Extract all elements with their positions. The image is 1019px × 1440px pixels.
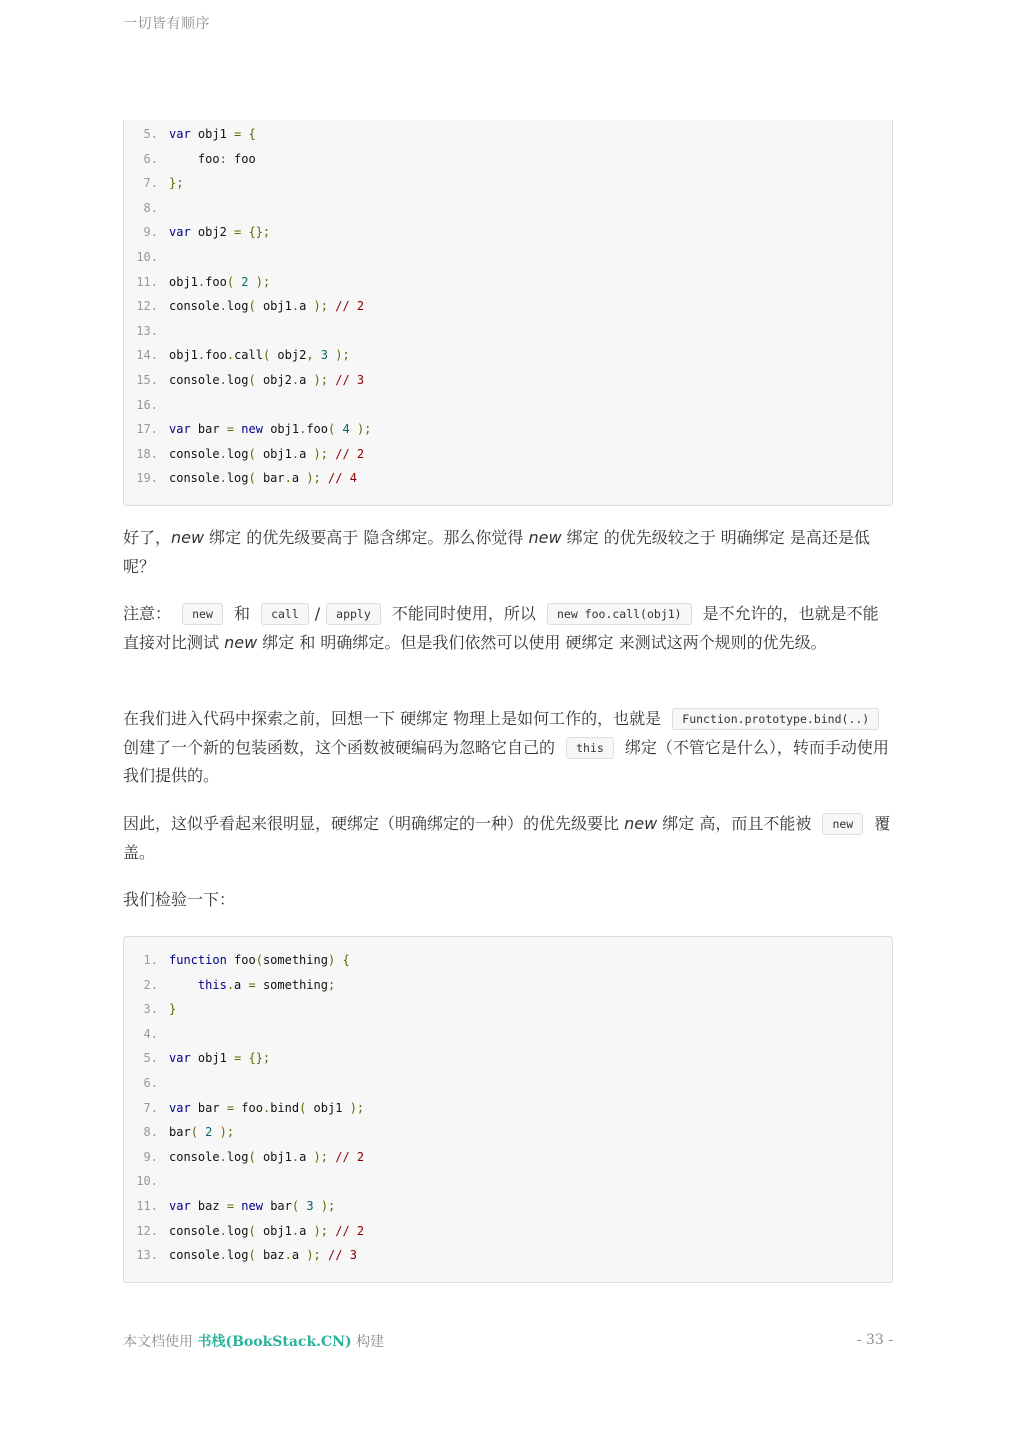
line-number: 10. — [136, 249, 158, 264]
code-line — [124, 245, 892, 270]
code-token: function — [169, 953, 227, 967]
code-token: bar — [197, 1100, 227, 1115]
paragraph-text: 和 — [228, 604, 256, 623]
code-token: ); — [335, 348, 350, 363]
line-number: 6. — [143, 1075, 158, 1090]
inline-code: call — [261, 603, 309, 625]
code-token: foo — [205, 274, 227, 289]
code-token: 2 — [241, 274, 249, 289]
code-token: foo — [205, 348, 227, 363]
code-text — [169, 1046, 270, 1071]
code-token: obj2 — [270, 348, 307, 363]
inline-code: apply — [326, 603, 381, 625]
code-token: ( — [248, 1223, 256, 1238]
code-token: . — [284, 471, 292, 486]
line-number: 13. — [136, 323, 158, 338]
code-token: call — [234, 348, 263, 363]
code-line — [124, 442, 892, 467]
line-number: 8. — [143, 200, 158, 215]
inline-code: this — [566, 737, 614, 759]
code-token: { — [342, 953, 350, 967]
code-text — [169, 1219, 364, 1244]
inline-code: new — [182, 603, 223, 625]
code-token: = — [226, 1198, 235, 1213]
code-text — [169, 973, 335, 998]
code-token: ( — [248, 372, 256, 387]
code-token: new — [241, 1198, 271, 1213]
code-token: var — [169, 1051, 198, 1066]
code-text — [169, 171, 183, 196]
code-token: . — [197, 274, 206, 289]
code-token: something — [255, 977, 328, 992]
code-token: ( — [255, 953, 263, 967]
code-token: obj1 — [270, 422, 300, 437]
line-number: 7. — [143, 1100, 158, 1115]
code-token: } — [169, 1002, 177, 1017]
code-token: this — [197, 977, 227, 992]
code-token: = { — [234, 127, 256, 141]
code-token: obj1 — [255, 299, 292, 314]
paragraph-text: 绑定（不管它是什么），转而手动使用我们提供的。 — [123, 737, 889, 785]
code-token: . — [219, 1248, 227, 1263]
code-token: ); — [313, 446, 328, 461]
emphasis-text: new — [171, 528, 205, 547]
code-line — [124, 1145, 892, 1170]
code-token: // 3 — [335, 372, 365, 387]
code-token: . — [284, 1248, 292, 1263]
code-token: . — [197, 348, 206, 363]
code-text — [169, 417, 371, 442]
code-line — [124, 1096, 892, 1121]
code-token: . — [299, 422, 307, 437]
code-token: console — [169, 372, 220, 387]
code-token: . — [291, 1223, 300, 1238]
line-number: 9. — [143, 225, 158, 240]
code-token: 3 — [320, 348, 329, 363]
paragraph-text: 绑定 高，而且不能被 — [657, 814, 817, 833]
line-number: 9. — [143, 1149, 158, 1164]
code-token: ( — [248, 471, 256, 486]
code-token: . — [262, 1100, 271, 1115]
code-token: a — [299, 1149, 314, 1164]
code-token: = — [226, 422, 235, 437]
code-token: . — [219, 1223, 227, 1238]
line-number: 16. — [136, 397, 158, 412]
code-line — [124, 196, 892, 221]
code-token: ); — [313, 372, 328, 387]
code-token: ( — [262, 348, 271, 363]
code-token: = {}; — [234, 1051, 271, 1066]
code-token: ( — [328, 422, 336, 437]
line-number: 13. — [136, 1248, 158, 1263]
line-number: 5. — [143, 127, 158, 141]
line-number: 3. — [143, 1002, 158, 1017]
line-number: 11. — [136, 1198, 158, 1213]
code-token: ( — [190, 1125, 198, 1140]
code-token: console — [169, 299, 220, 314]
code-token: a — [299, 1223, 314, 1238]
code-token: a — [234, 977, 249, 992]
code-token: var — [169, 1198, 198, 1213]
code-token: . — [219, 1149, 227, 1164]
code-line — [124, 1169, 892, 1194]
code-line — [124, 368, 892, 393]
line-number: 5. — [143, 1051, 158, 1066]
code-line — [124, 1046, 892, 1071]
code-token: ); — [356, 422, 372, 437]
code-line — [124, 417, 892, 442]
code-line — [124, 1022, 892, 1047]
paragraph-text: 绑定 的优先级较之于 明确绑定 是高还是低呢？ — [123, 528, 870, 576]
line-number: 1. — [143, 953, 158, 967]
code-line — [124, 319, 892, 344]
code-token: obj1 — [169, 274, 198, 289]
line-number: 10. — [136, 1174, 158, 1189]
code-text — [169, 343, 350, 368]
code-token: = — [226, 1100, 235, 1115]
code-token: bar — [197, 422, 227, 437]
code-token — [212, 1125, 219, 1139]
code-token: : — [219, 151, 227, 166]
code-line — [124, 1194, 892, 1219]
code-text — [169, 1145, 364, 1170]
code-line — [124, 294, 892, 319]
paragraph-text: 好了， — [123, 528, 172, 547]
code-token: // 2 — [335, 1149, 365, 1164]
code-token: 2 — [205, 1125, 213, 1140]
code-token: foo — [306, 422, 329, 437]
code-token: ( — [248, 1248, 256, 1263]
code-text — [169, 997, 176, 1022]
inline-code: new foo.call(obj1) — [547, 603, 692, 625]
code-token — [314, 1199, 321, 1213]
code-token: ); — [313, 1149, 328, 1164]
code-line — [124, 973, 892, 998]
paragraph-text: 覆盖。 — [123, 814, 891, 862]
code-token: . — [291, 372, 300, 387]
code-token: . — [219, 372, 227, 387]
code-token: // 4 — [328, 471, 357, 486]
code-token: new — [241, 422, 271, 437]
code-token: . — [226, 348, 235, 363]
code-token: bar — [255, 471, 285, 486]
code-token: ) — [327, 953, 336, 967]
code-token: . — [219, 299, 227, 314]
code-text — [169, 1120, 234, 1145]
code-token: . — [291, 446, 300, 461]
code-line — [124, 1071, 892, 1096]
emphasis-text: new — [624, 814, 658, 833]
paragraph-text: 创建了一个新的包装函数，这个函数被硬编码为忽略它自己的 — [123, 737, 561, 757]
code-token: console — [169, 471, 220, 486]
code-token: ( — [299, 1100, 307, 1115]
code-line — [124, 343, 892, 368]
code-token: log — [226, 471, 249, 486]
line-number: 6. — [143, 151, 158, 166]
code-token: obj2 — [255, 372, 292, 387]
code-text — [169, 1096, 364, 1121]
code-line — [124, 1243, 892, 1268]
code-token: . — [219, 471, 227, 486]
code-line — [124, 466, 892, 491]
code-token: ); — [313, 1223, 328, 1238]
running-header: 一切皆有顺序 — [123, 16, 210, 32]
code-token: 4 — [342, 422, 350, 437]
line-number: 4. — [143, 1026, 158, 1041]
code-token: . — [226, 977, 235, 992]
code-token: var — [169, 1100, 198, 1115]
code-line — [124, 1219, 892, 1244]
code-token: console — [169, 1223, 220, 1238]
paragraph-new-vs-explicit — [123, 524, 893, 581]
code-token: // 3 — [328, 1248, 357, 1263]
code-token: , — [306, 348, 314, 363]
line-number: 12. — [136, 299, 158, 314]
code-token: ); — [306, 471, 321, 486]
paragraph-lets-check — [123, 886, 893, 915]
code-line — [124, 122, 892, 147]
code-text — [169, 294, 364, 319]
code-token: foo — [234, 1100, 263, 1115]
code-line — [124, 997, 892, 1022]
code-token: obj1 — [255, 446, 292, 461]
code-token: // 2 — [335, 299, 365, 314]
page-number: - 33 - — [856, 1332, 893, 1348]
code-text — [169, 368, 364, 393]
code-token: }; — [169, 176, 184, 191]
code-token: bind — [270, 1100, 300, 1115]
code-token — [350, 422, 357, 436]
footer-suffix: 构建 — [356, 1334, 385, 1350]
code-token: log — [226, 299, 249, 314]
code-token: ( — [291, 1198, 300, 1213]
paragraph-text: 绑定 和 明确绑定。但是我们依然可以使用 硬绑定 来测试这两个规则的优先级。 — [257, 632, 827, 652]
code-token: = {}; — [234, 225, 271, 240]
code-token: // 2 — [335, 1223, 365, 1238]
code-line — [124, 171, 892, 196]
code-line — [124, 948, 892, 973]
code-line — [124, 220, 892, 245]
paragraph-text: 绑定 的优先级要高于 隐含绑定。那么你觉得 — [204, 528, 529, 547]
code-text — [169, 220, 270, 245]
code-token: log — [226, 1223, 249, 1238]
code-block-1 — [123, 120, 893, 506]
code-text — [169, 270, 270, 295]
code-token: var — [169, 422, 198, 437]
code-token: foo — [226, 953, 256, 967]
code-token: . — [219, 446, 227, 461]
code-token: log — [226, 372, 249, 387]
paragraph-hard-binding — [123, 705, 893, 791]
code-line — [124, 1120, 892, 1145]
code-token: foo — [169, 151, 220, 166]
code-token: obj1 — [255, 1223, 292, 1238]
inline-code: Function.prototype.bind(..) — [672, 708, 879, 730]
paragraph-text: 是不允许的，也就是不能直接对比测试 — [123, 604, 879, 652]
code-token: ); — [320, 1198, 336, 1213]
code-line — [124, 393, 892, 418]
code-token: log — [226, 1248, 249, 1263]
code-token: ); — [306, 1248, 321, 1263]
line-number: 8. — [143, 1125, 158, 1140]
code-text — [169, 1243, 357, 1268]
code-text — [169, 122, 256, 147]
code-token — [249, 275, 256, 289]
code-token: something — [262, 953, 328, 967]
line-number: 17. — [136, 422, 158, 437]
code-token: ( — [248, 299, 256, 314]
line-number: 14. — [136, 348, 158, 363]
code-block-2 — [123, 936, 893, 1283]
code-token: console — [169, 446, 220, 461]
code-token — [314, 348, 321, 362]
code-token: obj1 — [306, 1100, 350, 1115]
code-token: . — [291, 299, 300, 314]
emphasis-text: new — [224, 632, 258, 652]
code-token: obj1 — [197, 127, 235, 141]
line-number: 11. — [136, 274, 158, 289]
code-token: a — [291, 471, 307, 486]
code-token: foo — [226, 151, 256, 166]
code-token: log — [226, 446, 249, 461]
code-token: // 2 — [335, 446, 365, 461]
code-token: var — [169, 127, 198, 141]
code-token: obj2 — [197, 225, 235, 240]
code-token: a — [299, 372, 314, 387]
code-token — [321, 471, 328, 485]
code-token: a — [291, 1248, 307, 1263]
code-text — [169, 466, 357, 491]
code-token: ( — [226, 274, 235, 289]
code-token: ); — [219, 1125, 235, 1140]
code-token: ( — [248, 1149, 256, 1164]
line-number: 15. — [136, 372, 158, 387]
code-token: ); — [255, 274, 271, 289]
code-token: . — [291, 1149, 300, 1164]
footer-credit — [123, 1331, 384, 1351]
line-number: 7. — [143, 176, 158, 191]
code-token: obj1 — [197, 1051, 235, 1066]
code-token: a — [299, 299, 314, 314]
code-token: ); — [313, 299, 328, 314]
paragraph-conclusion — [123, 810, 893, 867]
line-number: 2. — [143, 977, 158, 992]
code-token: obj1 — [255, 1149, 292, 1164]
code-text — [169, 1194, 335, 1219]
paragraph-text: 我们检验一下： — [123, 890, 236, 909]
paragraph-note — [123, 600, 893, 657]
code-token: log — [226, 1149, 249, 1164]
footer-brand-link[interactable]: 书栈(BookStack.CN) — [197, 1334, 352, 1350]
code-token: ); — [349, 1100, 365, 1115]
code-token — [321, 1248, 328, 1262]
code-token: ( — [248, 446, 256, 461]
code-token: console — [169, 1248, 220, 1263]
line-number: 18. — [136, 446, 158, 461]
code-text — [169, 147, 256, 172]
paragraph-text: / — [314, 604, 321, 623]
code-token: bar — [270, 1198, 292, 1213]
code-token: baz — [197, 1198, 227, 1213]
code-token: 3 — [306, 1198, 314, 1213]
code-text — [169, 442, 364, 467]
paragraph-text: 注意： — [123, 604, 177, 623]
code-line — [124, 147, 892, 172]
code-token: a — [299, 446, 314, 461]
code-text — [169, 948, 350, 973]
code-token: var — [169, 225, 198, 240]
code-token: obj1 — [169, 348, 198, 363]
code-line — [124, 270, 892, 295]
line-number: 12. — [136, 1223, 158, 1238]
paragraph-text: 在我们进入代码中探索之前，回想一下 硬绑定 物理上是如何工作的，也就是 — [123, 709, 667, 728]
inline-code: new — [822, 813, 863, 835]
code-token: console — [169, 1149, 220, 1164]
footer-prefix: 本文档使用 — [123, 1334, 193, 1350]
code-token: bar — [169, 1125, 191, 1140]
paragraph-text: 不能同时使用，所以 — [386, 604, 541, 623]
code-token — [169, 978, 198, 992]
code-token: baz — [255, 1248, 285, 1263]
paragraph-text: 因此，这似乎看起来很明显，硬绑定（明确绑定的一种）的优先级要比 — [123, 814, 625, 833]
code-token: = — [248, 977, 256, 992]
code-token: ; — [327, 977, 336, 992]
line-number: 19. — [136, 471, 158, 486]
emphasis-text: new — [528, 528, 562, 547]
